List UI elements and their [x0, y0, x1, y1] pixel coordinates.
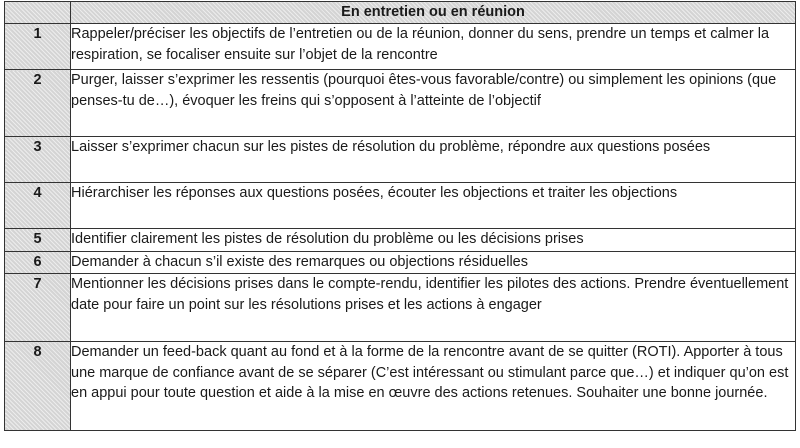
table-header-row — [5, 2, 796, 24]
step-text: Hiérarchiser les réponses aux questions posées, écouter les objections et traiter les objections — [71, 183, 796, 229]
step-text: Laisser s’exprimer chacun sur les pistes de résolution du problème, répondre aux questions posées — [71, 137, 796, 183]
table-row — [5, 137, 796, 183]
step-text: Demander un feed-back quant au fond et à la forme de la rencontre avant de se quitter (ROTI). Apporter à tous une marque de confiance avant de se séparer (C’est intéressant ou stimulant parce que…) et indiquer qu’on est en appui pour toute question et aide à la mise en œuvre des actions retenues. Souhaiter une bonne journée. — [71, 342, 796, 431]
steps-table-container — [4, 1, 796, 431]
step-text: Rappeler/préciser les objectifs de l’entretien ou de la réunion, donner du sens, prendre un temps et calmer la respiration, se focaliser ensuite sur l’objet de la rencontre — [71, 24, 796, 70]
table-row — [5, 274, 796, 342]
step-text: Purger, laisser s’exprimer les ressentis (pourquoi êtes-vous favorable/contre) ou simplement les opinions (que penses-tu de…), évoquer les freins qui s’opposent à l’atteinte de l’objectif — [71, 70, 796, 137]
step-text: Demander à chacun s’il existe des remarques ou objections résiduelles — [71, 252, 796, 274]
step-number: 4 — [5, 183, 71, 229]
step-number: 7 — [5, 274, 71, 342]
table-row — [5, 183, 796, 229]
step-number: 8 — [5, 342, 71, 431]
step-number: 6 — [5, 252, 71, 274]
step-number: 3 — [5, 137, 71, 183]
step-text: Mentionner les décisions prises dans le compte-rendu, identifier les pilotes des actions. Prendre éventuellement date pour faire un point sur les résolutions prises et les actions à engager — [71, 274, 796, 342]
table-row — [5, 342, 796, 431]
header-number-cell — [5, 2, 71, 24]
step-text: Identifier clairement les pistes de résolution du problème ou les décisions prises — [71, 229, 796, 252]
step-number: 2 — [5, 70, 71, 137]
steps-table — [4, 1, 796, 431]
table-row — [5, 24, 796, 70]
table-row — [5, 229, 796, 252]
table-row — [5, 70, 796, 137]
step-number: 1 — [5, 24, 71, 70]
table-row — [5, 252, 796, 274]
step-number: 5 — [5, 229, 71, 252]
table-header: En entretien ou en réunion — [71, 2, 796, 24]
